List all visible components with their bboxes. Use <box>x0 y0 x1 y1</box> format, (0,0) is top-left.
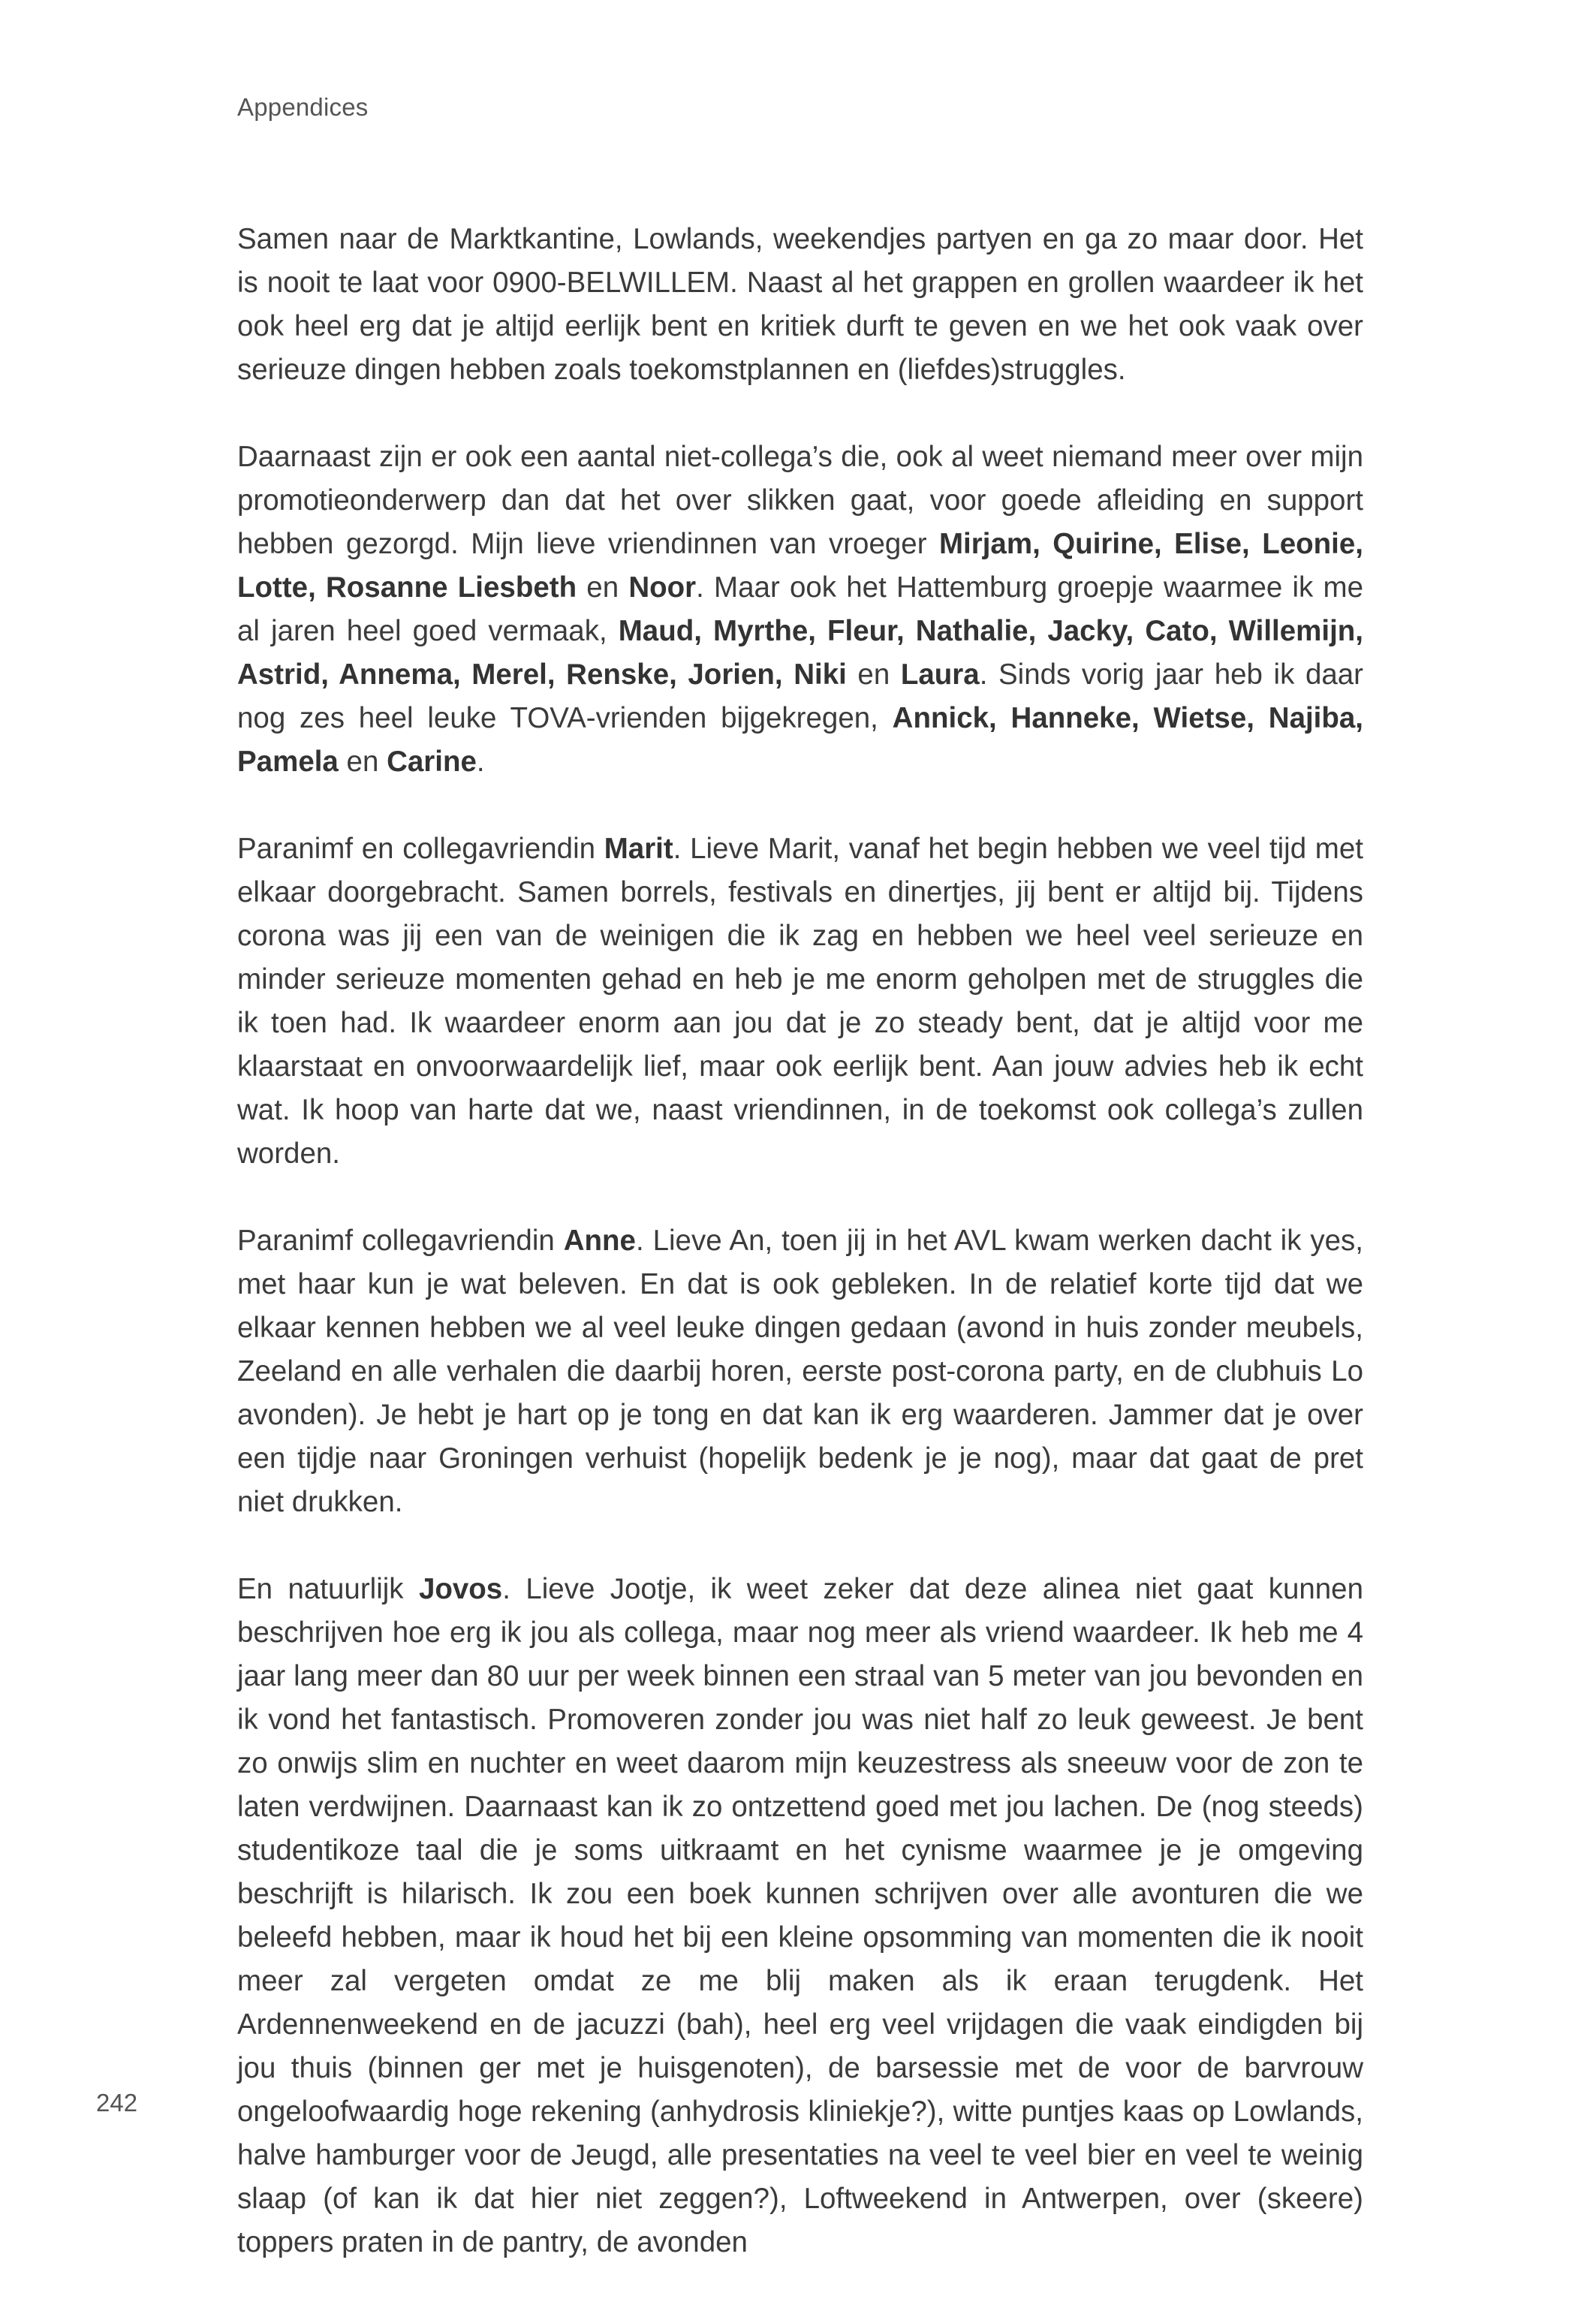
text-segment: en <box>846 658 901 691</box>
bold-name: Anne <box>563 1225 636 1257</box>
bold-name: Carine <box>387 746 477 778</box>
text-segment: Samen naar de Marktkantine, Lowlands, weekendjes partyen en ga zo maar door. Het is nooit te laat voor 0900-BELWILLEM. Naast al het grappen en grollen waardeer ik het ook heel erg dat je altijd eerlijk bent en kritiek durft te geven en we het ook vaak over serieuze dingen hebben zoals toekomstplannen en (liefdes)struggles. <box>237 223 1363 386</box>
bold-name: Jovos <box>418 1573 503 1605</box>
text-segment: . Lieve Jootje, ik weet zeker dat deze alinea niet gaat kunnen beschrijven hoe erg ik jou als collega, maar nog meer als vriend waardeer. Ik heb me 4 jaar lang meer dan 80 uur per week binnen een straal van 5 meter van jou bevonden en ik vond het fantastisch. Promoveren zonder jou was niet half zo leuk geweest. Je bent zo onwijs slim en nuchter en weet daarom mijn keuzestress als sneeuw voor de zon te laten verdwijnen. Daarnaast kan ik zo ontzettend goed met jou lachen. De (nog steeds) studentikoze taal die je soms uitkraamt en het cynisme waarmee je je omgeving beschrijft is hilarisch. Ik zou een boek kunnen schrijven over alle avonturen die we beleefd hebben, maar ik houd het bij een kleine opsomming van momenten die ik nooit meer zal vergeten omdat ze me blij maken als ik eraan terugdenk. Het Ardennenweekend en de jacuzzi (bah), heel erg veel vrijdagen die vaak eindigden bij jou thuis (binnen ger met je huisgenoten), de barsessie met de voor de barvrouw ongeloofwaardig hoge rekening (anhydrosis kliniekje?), witte puntjes kaas op Lowlands, halve hamburger voor de Jeugd, alle presentaties na veel te veel bier en veel te weinig slaap (of kan ik dat hier niet zeggen?), Loftweekend in Antwerpen, over (skeere) toppers praten in de pantry, de avonden <box>237 1573 1364 2258</box>
text-segment: . Sinds vorig jaar heb ik daar nog zes heel leuke TOVA-vrienden bijgekregen, <box>237 658 1363 734</box>
bold-name-list: Maud, Myrthe, Fleur, Nathalie, Jacky, Cato, Willemijn, Astrid, Annema, Merel, Renske, Jorien, Niki <box>237 615 1363 691</box>
running-head: Appendices <box>237 93 369 121</box>
text-segment: Paranimf en collegavriendin <box>237 833 604 865</box>
text-segment: En natuurlijk <box>237 1573 419 1605</box>
paragraph <box>237 1219 1363 1524</box>
text-segment: . Lieve Marit, vanaf het begin hebben we veel tijd met elkaar doorgebracht. Samen borrels, festivals en dinertjes, jij bent er altijd bij. Tijdens corona was jij een van de weinigen die ik zag en hebben we heel veel serieuze en minder serieuze momenten gehad en heb je me enorm geholpen met de struggles die ik toen had. Ik waardeer enorm aan jou dat je zo steady bent, dat je altijd voor me klaarstaat en onvoorwaardelijk lief, maar ook eerlijk bent. Aan jouw advies heb ik echt wat. Ik hoop van harte dat we, naast vriendinnen, in de toekomst ook collega’s zullen worden. <box>237 833 1363 1170</box>
paragraph <box>237 1568 1363 2264</box>
bold-name-list: Annick, Hanneke, Wietse, Najiba, Pamela <box>237 702 1363 778</box>
text-segment: . Lieve An, toen jij in het AVL kwam werken dacht ik yes, met haar kun je wat beleven. En dat is ook gebleken. In de relatief korte tijd dat we elkaar kennen hebben we al veel leuke dingen gedaan (avond in huis zonder meubels, Zeeland en alle verhalen die daarbij horen, eerste post-corona party, en de clubhuis Lo avonden). Je hebt je hart op je tong en dat kan ik erg waarderen. Jammer dat je over een tijdje naar Groningen verhuist (hopelijk bedenk je je nog), maar dat gaat de pret niet drukken. <box>237 1225 1364 1518</box>
text-segment: Daarnaast zijn er ook een aantal niet-collega’s die, ook al weet niemand meer over mijn promotieonderwerp dan dat het over slikken gaat, voor goede afleiding en support hebben gezorgd. Mijn lieve vriendinnen van vroeger <box>237 441 1363 560</box>
text-segment: . Maar ook het Hattemburg groepje waarmee ik me al jaren heel goed vermaak, <box>237 571 1363 647</box>
text-segment: Paranimf collegavriendin <box>237 1225 564 1257</box>
paragraph <box>237 218 1363 392</box>
paragraph <box>237 435 1363 784</box>
bold-name: Noor <box>628 571 697 604</box>
bold-name-list: Mirjam, Quirine, Elise, Leonie, Lotte, Rosanne Liesbeth <box>237 528 1363 604</box>
bold-name: Laura <box>900 658 980 691</box>
paragraph <box>237 827 1363 1176</box>
page-number: 242 <box>96 2089 138 2117</box>
text-segment: en <box>338 746 387 778</box>
text-segment: . <box>476 746 485 778</box>
text-segment: en <box>577 571 629 604</box>
bold-name: Marit <box>604 833 673 865</box>
body-text <box>237 218 1363 2308</box>
